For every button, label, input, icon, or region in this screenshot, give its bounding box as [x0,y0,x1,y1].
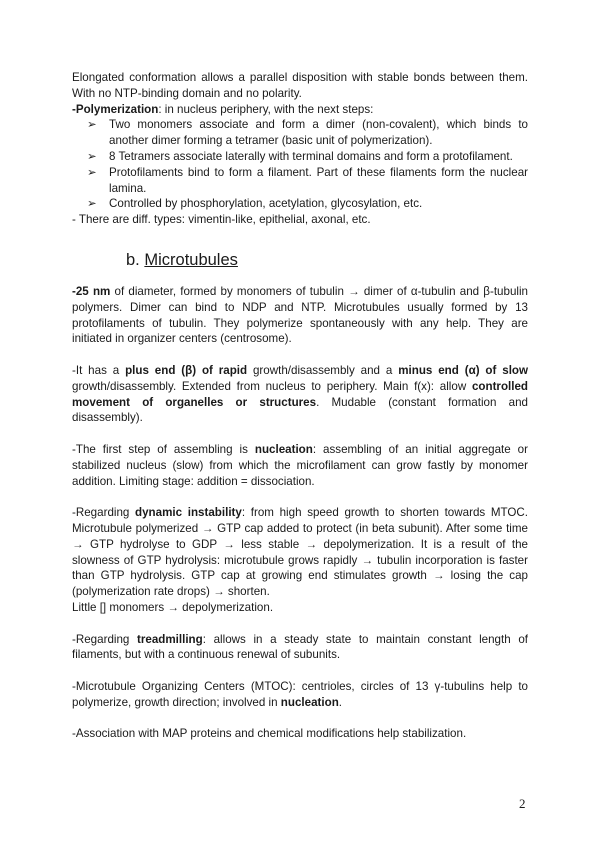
diameter-paragraph [72,284,528,347]
paragraph-text: growth/disassembly. Extended from nucleus to periphery. Main f(x): allow [72,379,472,393]
arrow-bullet-icon: ➢ [87,149,97,163]
paragraph-spacer [72,663,528,679]
polymerization-steps-list [72,117,528,212]
bold-term: controlled movement of organelles or structures [72,379,528,409]
bold-term: minus end (α) of slow [398,363,529,377]
map-proteins-paragraph [72,726,528,742]
paragraph-spacer [72,489,528,505]
polarity-paragraph [72,363,528,426]
paragraph-spacer [72,426,528,442]
paragraph-spacer [72,710,528,726]
mtoc-paragraph [72,679,528,711]
paragraph-text: : allows in a steady state to maintain constant length of filaments, but with a continuous renewal of subunits. [72,632,528,662]
arrow-bullet-icon: ➢ [87,165,97,179]
list-item [87,165,528,197]
section-heading [126,250,528,270]
list-item [87,149,528,165]
paragraph-text: -It has a [72,363,126,377]
paragraph-text: growth/disassembly and a [247,363,399,377]
paragraph-text: : from high speed growth to shorten towards MTOC. Microtubule polymerized → GTP cap added to protect (in beta subunit). After some time → GTP hydrolyse to GDP → less stable → depolymerization. It is a result of the slowness of GTP hydrolysis: microtubule grows rapidly → tubulin incorporation is faster than GTP hydrolysis. GTP cap at growing end stimulates growth → losing the cap (polymerization rate drops) → shorten. [72,506,528,599]
treadmilling-paragraph [72,632,528,664]
paragraph-text: -Association with MAP proteins and chemical modifications help stabilization. [72,727,467,741]
polymerization-paragraph [72,102,528,118]
bold-term: -25 nm [72,284,111,298]
bold-term: nucleation [280,695,339,709]
list-item-text: Two monomers associate and form a dimer (non-covalent), which binds to another dimer forming a tetramer (basic unit of polymerization). [109,118,528,148]
page-number: 2 [519,796,526,811]
nucleation-paragraph [72,442,528,489]
list-item [87,196,528,212]
document-page [72,70,528,742]
paragraph-text: of diameter, formed by monomers of tubulin → dimer of α-tubulin and β-tubulin polymers. Dimer can bind to NDP and NTP. Microtubules usually formed by 13 protofilaments of tubulin. They polymerize spontaneously with any help. They are initiated in organizer centers (centrosome). [72,284,528,346]
paragraph-text: : assembling of an initial aggregate or stabilized nucleus (slow) from which the microfilament can grow fastly by monomer addition. Limiting stage: addition = dissociation. [72,442,528,488]
section-title: Microtubules [144,250,238,269]
paragraph-text: . Mudable (constant formation and disassembly). [72,395,528,425]
list-item [87,117,528,149]
list-item-text: Protofilaments bind to form a filament. Part of these filaments form the nuclear lamina. [109,165,528,195]
arrow-bullet-icon: ➢ [87,197,97,211]
intro-paragraph [72,70,528,102]
paragraph-spacer [72,347,528,363]
section-letter: b. [126,250,145,269]
depolymerization-line [72,600,528,616]
bold-term: dynamic instability [135,506,242,520]
bold-term: plus end (β) of rapid [125,363,248,377]
paragraph-text: . [338,695,343,709]
paragraph-text: Little [] monomers → depolymerization. [72,600,274,614]
paragraph-spacer [72,616,528,632]
types-text: - There are diff. types: vimentin-like, epithelial, axonal, etc. [72,213,371,227]
paragraph-text: -Regarding [72,632,138,646]
bold-term: treadmilling [137,632,203,646]
list-item-text: 8 Tetramers associate laterally with terminal domains and form a protofilament. [109,149,513,163]
paragraph-text: -Regarding [72,506,136,520]
types-paragraph [72,212,528,228]
paragraph-text: -Microtubule Organizing Centers (MTOC): centrioles, circles of 13 γ-tubulins help to polymerize, growth direction; involved in [72,679,528,709]
paragraph-text: -The first step of assembling is [72,442,255,456]
intro-text: Elongated conformation allows a parallel disposition with stable bonds between them. With no NTP-binding domain and no polarity. [72,71,528,100]
list-item-text: Controlled by phosphorylation, acetylation, glycosylation, etc. [109,197,423,211]
arrow-bullet-icon: ➢ [87,118,97,132]
dynamic-instability-paragraph [72,505,528,600]
bold-term: nucleation [254,442,313,456]
polymerization-text: : in nucleus periphery, with the next steps: [158,102,374,116]
polymerization-label: -Polymerization [72,102,159,116]
